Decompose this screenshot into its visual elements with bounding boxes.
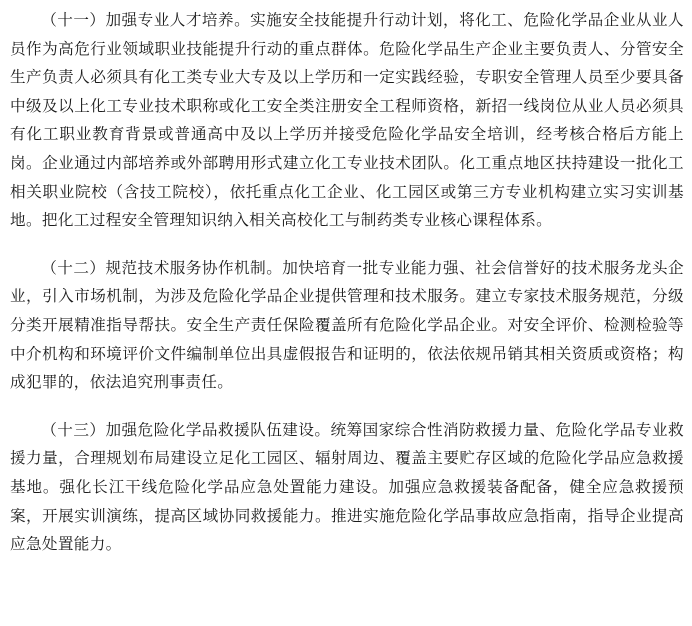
paragraph-section-12: （十二）规范技术服务协作机制。加快培育一批专业能力强、社会信誉好的技术服务龙头企业，引入市场机制，为涉及危险化学品企业提供管理和技术服务。建立专家技术服务规范，分级分类开展精准指导帮扶。安全生产责任保险覆盖所有危险化学品企业。对安全评价、检测检验等中介机构和环境评价文件编制单位出具虚假报告和证明的，依法依规吊销其相关资质或资格；构成犯罪的，依法追究刑事责任。 (10, 258, 684, 392)
paragraph-section-13: （十三）加强危险化学品救援队伍建设。统筹国家综合性消防救援力量、危险化学品专业救援力量，合理规划布局建设立足化工园区、辐射周边、覆盖主要贮存区域的危险化学品应急救援基地。强化长江干线危险化学品应急处置能力建设。加强应急救援装备配备，健全应急救援预案，开展实训演练，提高区域协同救援能力。推进实施危险化学品事故应急指南，指导企业提高应急处置能力。 (10, 420, 684, 554)
paragraph-section-11: （十一）加强专业人才培养。实施安全技能提升行动计划，将化工、危险化学品企业从业人员作为高危行业领域职业技能提升行动的重点群体。危险化学品生产企业主要负责人、分管安全生产负责人必须具有化工类专业大专及以上学历和一定实践经验，专职安全管理人员至少要具备中级及以上化工专业技术职称或化工安全类注册安全工程师资格，新招一线岗位从业人员必须具有化工职业教育背景或普通高中及以上学历并接受危险化学品安全培训，经考核合格后方能上岗。企业通过内部培养或外部聘用形式建立化工专业技术团队。化工重点地区扶持建设一批化工相关职业院校（含技工院校），依托重点化工企业、化工园区或第三方专业机构建立实习实训基地。把化工过程安全管理知识纳入相关高校化工与制药类专业核心课程体系。 (10, 11, 684, 230)
